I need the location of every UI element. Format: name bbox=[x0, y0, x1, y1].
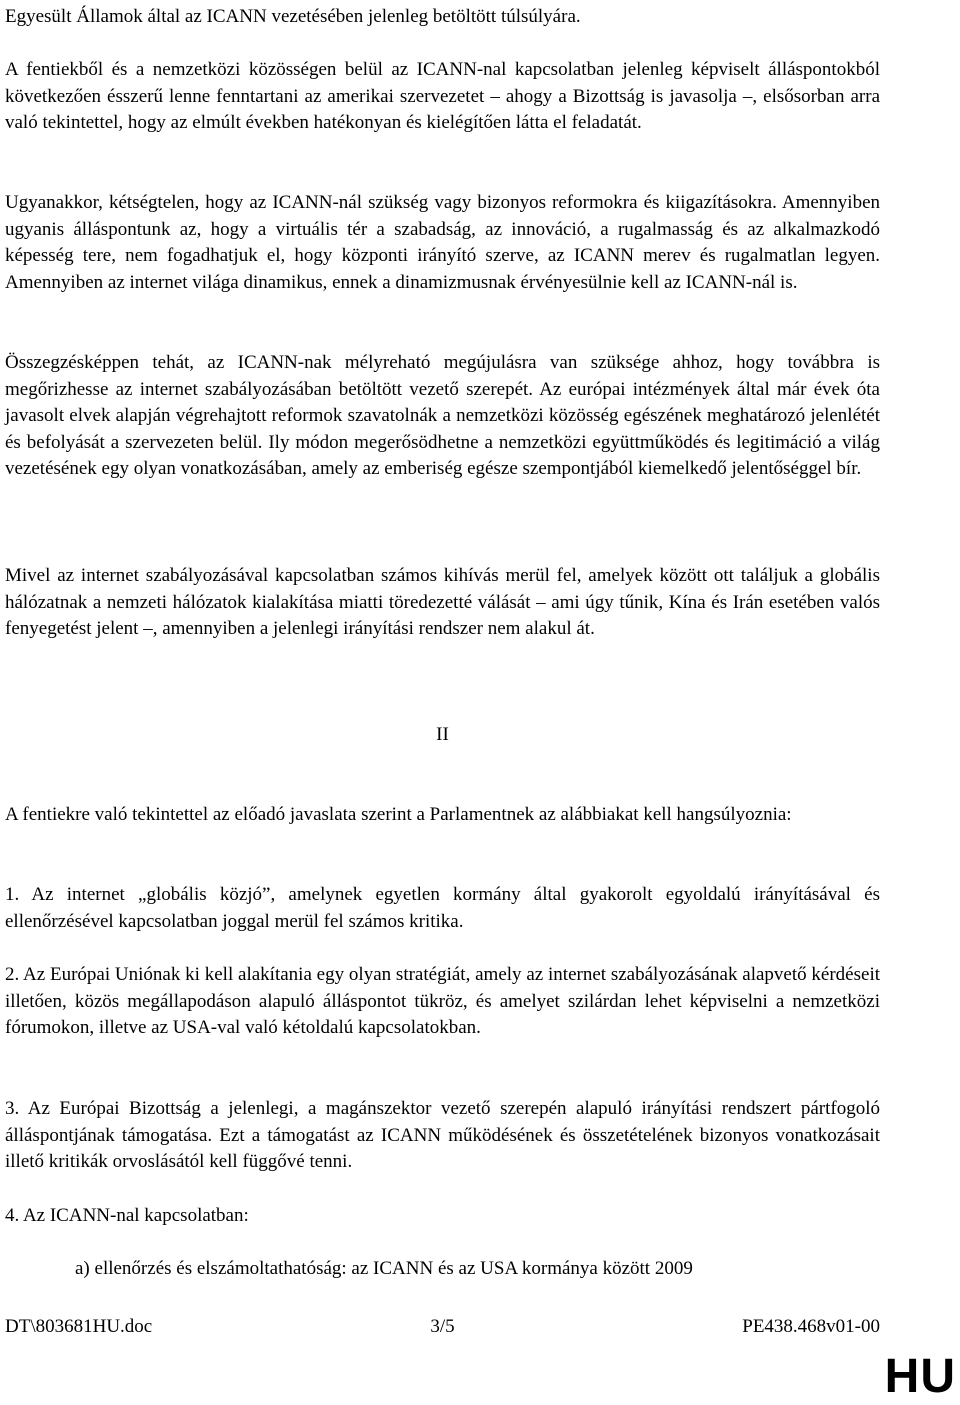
paragraph-intro: A fentiekre való tekintettel az előadó javaslata szerint a Parlamentnek az alábbiakat kell hangsúlyoznia: bbox=[5, 804, 792, 825]
list-item-1: 1. Az internet „globális közjó”, amelynek egyetlen kormány által gyakorolt egyoldalú irányításával és ellenőrzésével kapcsolatban joggal merül fel számos kritika. bbox=[5, 884, 880, 932]
paragraph-challenges: Mivel az internet szabályozásával kapcsolatban számos kihívás merül fel, amelyek között ott találjuk a globális hálózatnak a nemzeti hálózatok kialakítása miatti töredezetté válását – ami úgy tűnik, Kína és Irán esetében valós fenyegetést jelent –, amennyiben a jelenlegi irányítási rendszer nem alakul át. bbox=[5, 565, 880, 639]
paragraph-continuation: Egyesült Államok által az ICANN vezetésében jelenleg betöltött túlsúlyára. bbox=[5, 6, 581, 27]
section-heading: II bbox=[436, 724, 449, 745]
list-item-2: 2. Az Európai Uniónak ki kell alakítania egy olyan stratégiát, amely az internet szabályozásának alapvető kérdéseit illetően, közös megállapodáson alapuló álláspontot tükröz, és amelyet szilárdan lehet képviselni a nemzetközi fórumokon, illetve az USA-val való kétoldalú kapcsolatokban. bbox=[5, 964, 880, 1038]
list-item-4: 4. Az ICANN-nal kapcsolatban: bbox=[5, 1205, 249, 1226]
list-subitem-a: a) ellenőrzés és elszámoltathatóság: az ICANN és az USA kormánya között 2009 bbox=[75, 1258, 693, 1279]
footer-doc-ref: DT\803681HU.doc bbox=[5, 1316, 153, 1337]
page-footer bbox=[5, 1314, 880, 1342]
footer-pe-ref: PE438.468v01-00 bbox=[742, 1316, 880, 1337]
footer-page-number: 3/5 bbox=[430, 1316, 455, 1337]
paragraph-summary: Összegzésképpen tehát, az ICANN-nak mélyreható megújulásra van szüksége ahhoz, hogy továbbra is megőrizhesse az internet szabályozásában betöltött vezető szerepét. Az európai intézmények által már évek óta javasolt elvek alapján végrehajtott reformok szavatolnák a nemzetközi közösség egészének meghatározó jelenlétét és befolyását a szervezeten belül. Ily módon megerősödhetne a nemzetközi együttműködés és legitimáció a világ vezetésének egy olyan vonatkozásában, amely az emberiség egésze szempontjából kiemelkedő jelentőséggel bír. bbox=[5, 352, 880, 479]
paragraph-reforms: Ugyanakkor, kétségtelen, hogy az ICANN-nál szükség vagy bizonyos reformokra és kiigazításokra. Amennyiben ugyanis álláspontunk az, hogy a virtuális tér a szabadság, az innováció, a rugalmasság és az alkalmazkodó képesség tere, nem fogadhatjuk el, hogy központi irányító szerve, az ICANN merev és rugalmatlan legyen. Amennyiben az internet világa dinamikus, ennek a dinamizmusnak érvényesülnie kell az ICANN-nál is. bbox=[5, 192, 880, 293]
paragraph-icann-position: A fentiekből és a nemzetközi közösségen belül az ICANN-nal kapcsolatban jelenleg képviselt álláspontokból következően ésszerű lenne fenntartani az amerikai szervezetet – ahogy a Bizottság is javasolja –, elsősorban arra való tekintettel, hogy az elmúlt években hatékonyan és kielégítően látta el feladatát. bbox=[5, 59, 880, 133]
language-mark: HU bbox=[884, 1350, 956, 1403]
list-item-3: 3. Az Európai Bizottság a jelenlegi, a magánszektor vezető szerepén alapuló irányítási rendszert pártfogoló álláspontjának támogatása. Ezt a támogatást az ICANN működésének és összetételének bizonyos vonatkozásait illető kritikák orvoslásától kell függővé tenni. bbox=[5, 1098, 880, 1172]
